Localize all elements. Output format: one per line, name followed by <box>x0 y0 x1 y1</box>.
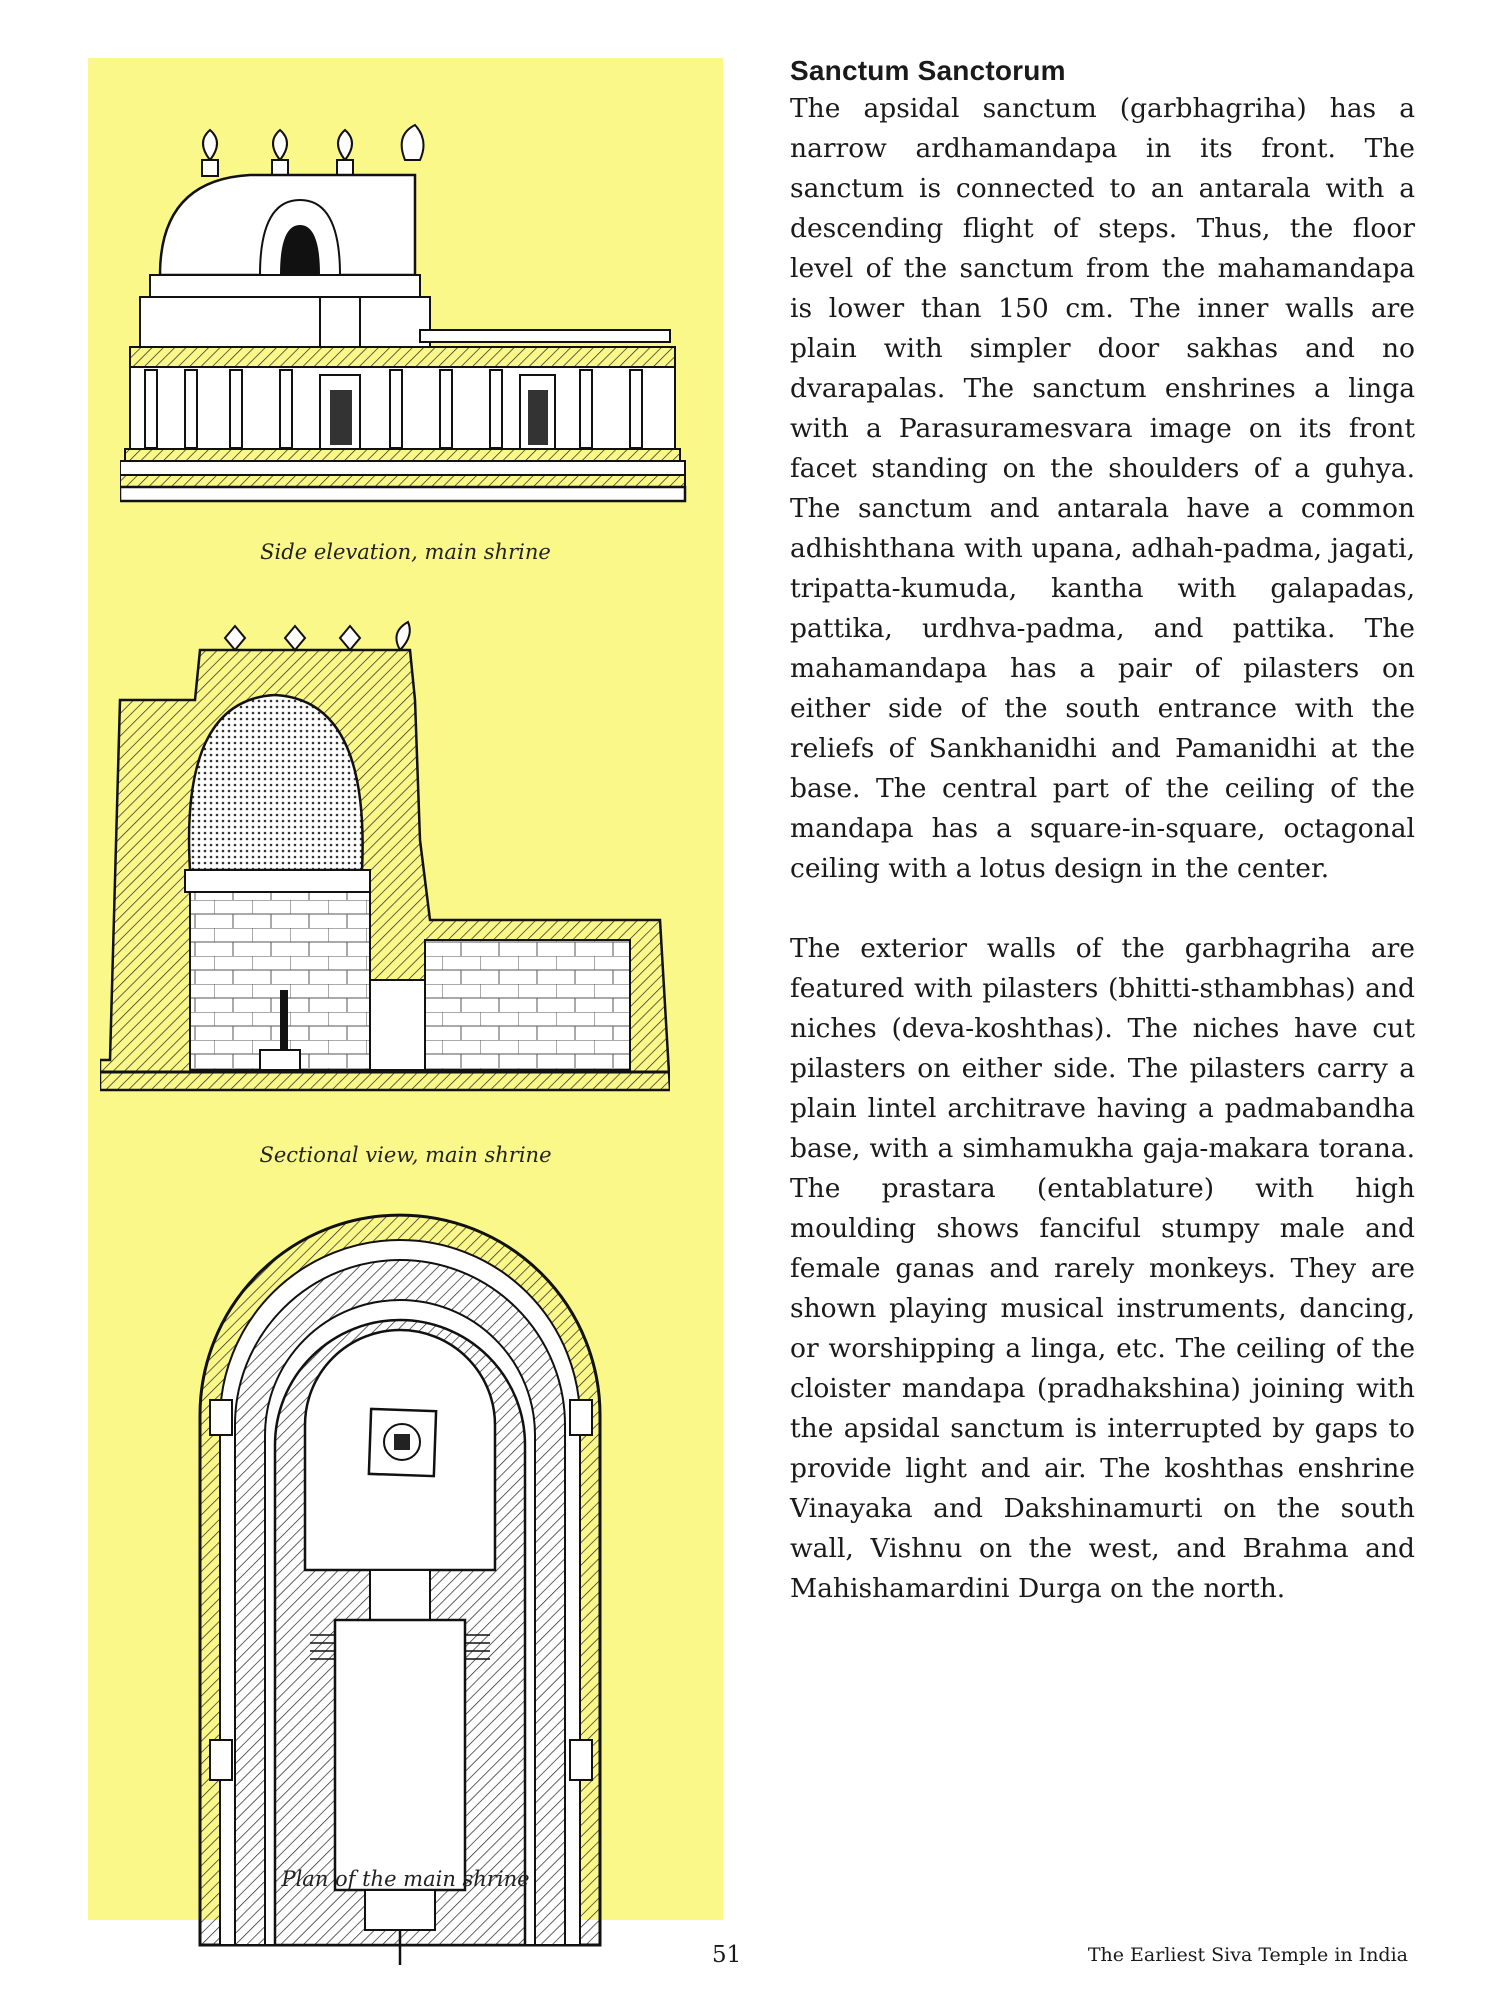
paragraph-sanctum: The apsidal sanctum (garbhagriha) has a narrow ardhamandapa in its front. The sanctum is connected to an antarala with a descending flight of steps. Thus, the floor level of the sanctum from the mahamandapa is lower than 150 cm. The inner walls are plain with simpler door sakhas and no dvarapalas. The sanctum enshrines a linga with a Parasuramesvara image on its front facet standing on the shoulders of a guhya. The sanctum and antarala have a common adhishthana with upana, adhah-padma, jagati, tripatta-kumuda, kantha with galapadas, pattika, urdhva-padma, and pattika. The mahamandapa has a pair of pilasters on either side of the south entrance with the reliefs of Sankhanidhi and Pamanidhi at the base. The central part of the ceiling of the mandapa has a square-in-square, octagonal ceiling with a lotus design in the center. <box>790 93 1415 884</box>
article-body <box>790 55 1415 1609</box>
sectional-view-drawing <box>100 620 670 1100</box>
side-elevation-drawing <box>120 85 690 525</box>
plan-drawing <box>180 1185 620 1965</box>
paragraph-exterior: The exterior walls of the garbhagriha are featured with pilasters (bhitti-sthambhas) and niches (deva-koshthas). The niches have cut pilasters on either side. The pilasters carry a plain lintel architrave having a padmabandha base, with a simhamukha gaja-makara torana. The prastara (entablature) with high moulding shows fanciful stumpy male and female ganas and rarely monkeys. They are shown playing musical instruments, dancing, or worshipping a linga, etc. The ceiling of the cloister mandapa (pradhakshina) joining with the apsidal sanctum is interrupted by gaps to provide light and air. The koshthas enshrine Vinayaka and Dakshinamurti on the south wall, Vishnu on the west, and Brahma and Mahishamardini Durga on the north. <box>790 933 1415 1604</box>
plan-caption: Plan of the main shrine <box>281 1867 530 1891</box>
running-footer-title: The Earliest Siva Temple in India <box>1087 1944 1408 1966</box>
section-heading: Sanctum Sanctorum <box>790 55 1066 86</box>
section-caption: Sectional view, main shrine <box>259 1143 552 1167</box>
elevation-caption: Side elevation, main shrine <box>260 540 551 564</box>
page-number: 51 <box>712 1942 742 1968</box>
